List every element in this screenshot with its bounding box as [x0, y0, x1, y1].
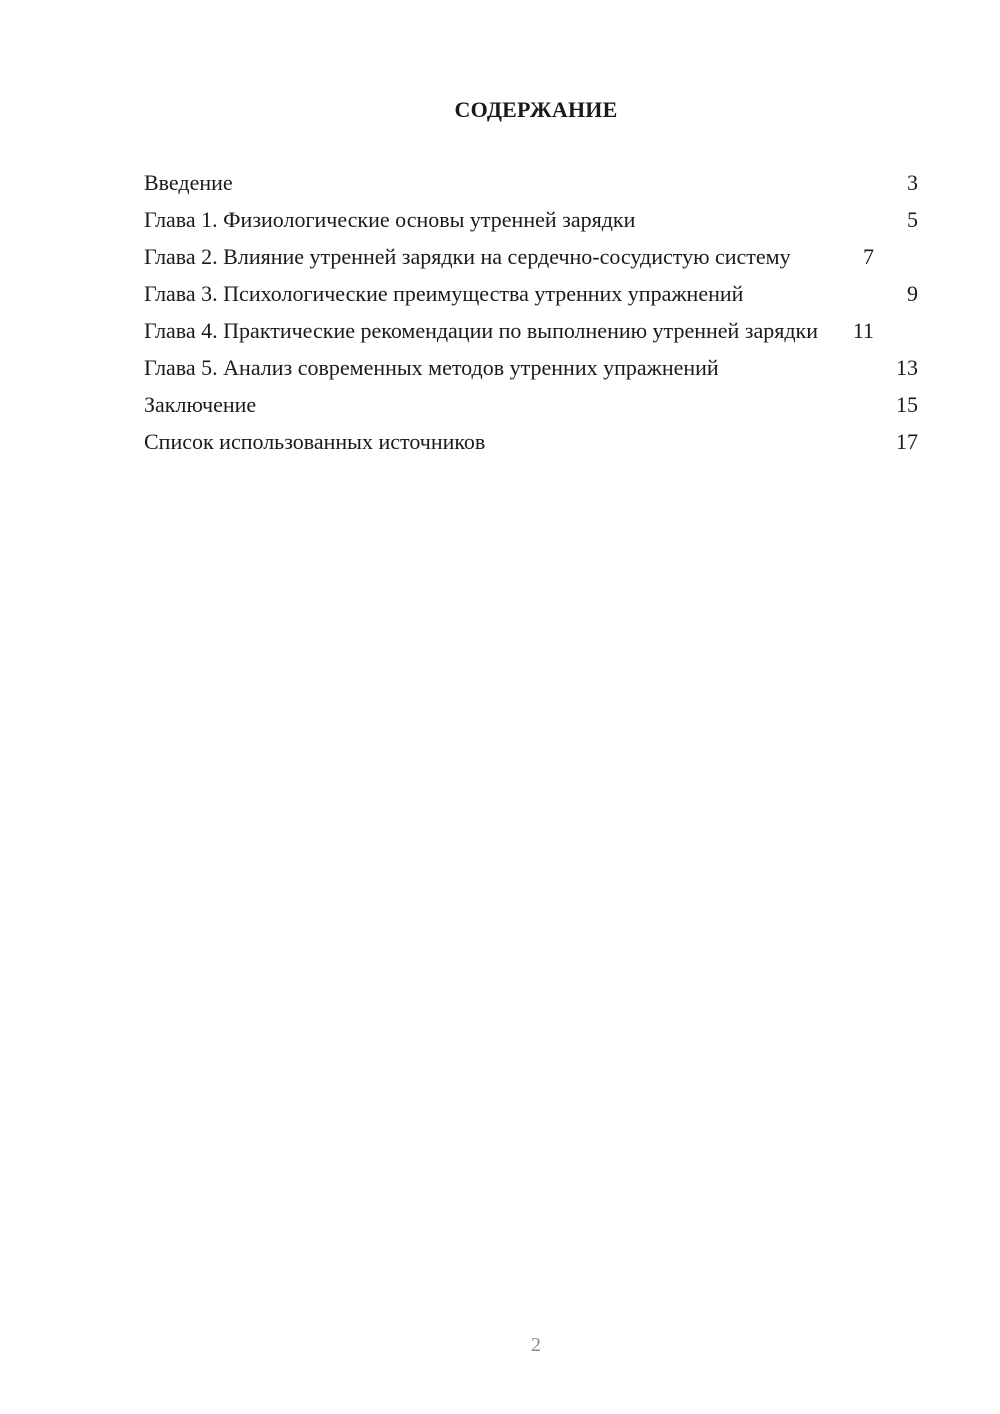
toc-item-chapter-1[interactable]: [144, 207, 918, 233]
toc-item-title: Глава 5. Анализ современных методов утренних упражнений: [144, 355, 719, 380]
toc-item-title: Глава 3. Психологические преимущества утренних упражнений: [144, 281, 744, 306]
toc-item-page: 5: [907, 207, 918, 232]
toc-item-page: 17: [896, 429, 918, 454]
toc-item-conclusion[interactable]: [144, 392, 918, 418]
toc-item-chapter-2[interactable]: [144, 244, 918, 270]
toc-item-title: Введение: [144, 170, 233, 195]
toc-item-page: 13: [896, 355, 918, 380]
table-of-contents: [144, 170, 918, 466]
page-title: СОДЕРЖАНИЕ: [454, 97, 618, 122]
toc-item-page: 15: [896, 392, 918, 417]
toc-item-title: Глава 1. Физиологические основы утренней зарядки: [144, 207, 636, 232]
toc-item-page: 11: [852, 318, 874, 343]
toc-item-references[interactable]: [144, 429, 918, 455]
toc-item-page: 3: [907, 170, 918, 195]
toc-item-page: 9: [907, 281, 918, 306]
toc-item-title: Глава 4. Практические рекомендации по выполнению утренней зарядки: [144, 318, 819, 343]
page-number: 2: [531, 1334, 541, 1356]
toc-item-introduction[interactable]: [144, 170, 918, 196]
toc-item-chapter-3[interactable]: [144, 281, 918, 307]
toc-item-title: Заключение: [144, 392, 257, 417]
toc-item-chapter-5[interactable]: [144, 355, 918, 381]
toc-item-chapter-4[interactable]: [144, 318, 918, 344]
toc-item-title: Список использованных источников: [144, 429, 486, 454]
toc-item-page: 7: [863, 244, 874, 269]
toc-item-title: Глава 2. Влияние утренней зарядки на сердечно-сосудистую систему: [144, 244, 791, 269]
